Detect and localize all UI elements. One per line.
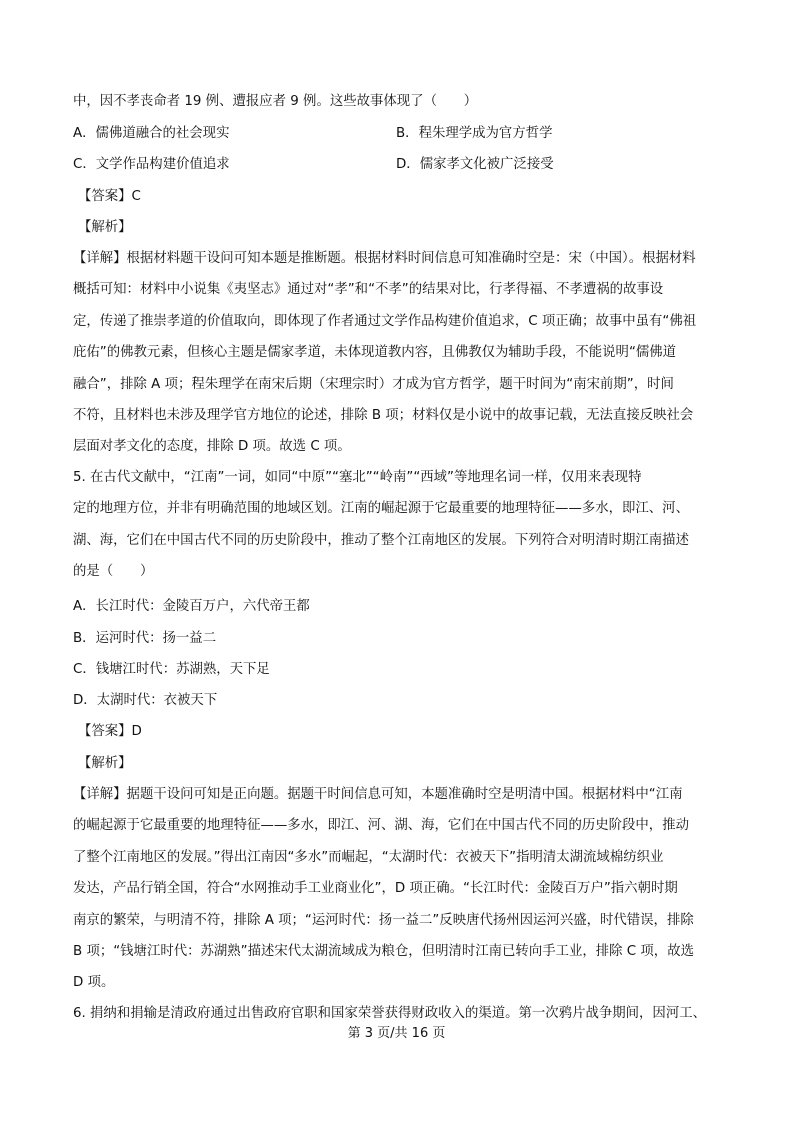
q4-option-a: A．儒佛道融合的社会现实 (73, 126, 230, 141)
q5-stem-line: 的是（ ） (73, 564, 154, 580)
q5-option-b: B．运河时代：扬一益二 (73, 631, 217, 646)
q5-explanation-line: 的崛起源于它最重要的地理特征——多水，即江、河、湖、海，它们在中国古代不同的历史阶段中，推动 (73, 818, 689, 834)
q5-stem-line: 湖、海，它们在中国古代不同的历史阶段中，推动了整个江南地区的发展。下列符合对明清时期江南描述 (73, 532, 689, 548)
q5-option-d: D．太湖时代：衣被天下 (73, 693, 218, 708)
q4-stem-end: 中，因不孝丧命者 19 例、遭报应者 9 例。这些故事体现了（ ） (73, 94, 478, 109)
q5-explanation (73, 779, 725, 999)
q4-analysis-label: 【解析】 (78, 220, 132, 235)
q4-answer: 【答案】C (78, 189, 141, 204)
q5-explanation-line: B 项；“钱塘江时代：苏湖熟”描述宋代太湖流域成为粮仓，但明清时江南已转向手工业，排除 C 项，故选 (73, 944, 694, 960)
q4-option-b: B．程朱理学成为官方哲学 (396, 126, 553, 141)
q4-explanation-line: 不符，且材料也未涉及理学官方地位的论述，排除 B 项；材料仅是小说中的故事记载，无法直接反映社会 (73, 408, 694, 424)
q4-option-c: C．文学作品构建价值追求 (73, 157, 230, 172)
q4-explanation (73, 243, 725, 463)
q4-option-d: D．儒家孝文化被广泛接受 (396, 157, 554, 172)
q6-stem-line: 6. 捐纳和捐输是清政府通过出售政府官职和国家荣誉获得财政收入的渠道。第一次鸦片战争期间，因河工、 (73, 1006, 706, 1021)
q5-stem (73, 462, 725, 588)
q5-analysis-label: 【解析】 (78, 756, 132, 771)
q5-explanation-line: 【详解】据题干设问可知是正向题。据题干时间信息可知，本题准确时空是明清中国。根据材料中“江南 (73, 787, 683, 802)
q5-stem-line: 定的地理方位，并非有明确范围的地域区划。江南的崛起源于它最重要的地理特征——多水，即江、河、 (73, 501, 689, 517)
q4-explanation-line: 定，传递了推崇孝道的价值取向，即体现了作者通过文学作品构建价值追求，C 项正确；故事中虽有“佛祖 (73, 313, 697, 329)
q4-explanation-line: 融合”，排除 A 项；程朱理学在南宋后期（宋理宗时）才成为官方哲学，题干时间为“南宋前期”，时间 (73, 376, 674, 392)
q5-explanation-line: 南京的繁荣，与明清不符，排除 A 项；“运河时代：扬一益二”反映唐代扬州因运河兴盛，时代错误，排除 (73, 912, 694, 928)
q5-option-a: A．长江时代：金陵百万户，六代帝王都 (73, 599, 310, 614)
q5-explanation-line: 发达，产品行销全国，符合“水网推动手工业商业化”，D 项正确。“长江时代：金陵百万户”指六朝时期 (73, 881, 678, 897)
q4-explanation-line: 【详解】根据材料题干设问可知本题是推断题。根据材料时间信息可知准确时空是：宋（中国）。根据材料 (73, 251, 696, 266)
q5-explanation-line: D 项。 (73, 975, 115, 991)
q4-explanation-line: 庇佑”的佛教元素，但核心主题是儒家孝道，未体现道教内容，且佛教仅为辅助手段，不能说明“儒佛道 (73, 345, 677, 361)
q4-explanation-line: 概括可知：材料中小说集《夷坚志》通过对“孝”和“不孝”的结果对比，行孝得福、不孝遭祸的故事设 (73, 282, 664, 298)
q5-explanation-line: 了整个江南地区的发展。”得出江南因“多水”而崛起，“太湖时代：衣被天下”指明清太湖流域棉纺织业 (73, 849, 664, 865)
q5-stem-line: 5. 在古代文献中，“江南”一词，如同“中原”“塞北”“岭南”“西域”等地理名词一样，仅用来表现特 (73, 470, 642, 485)
q5-option-c: C．钱塘江时代：苏湖熟，天下足 (73, 662, 270, 677)
q5-answer: 【答案】D (78, 724, 142, 739)
q4-explanation-line: 层面对孝文化的态度，排除 D 项。故选 C 项。 (73, 439, 351, 455)
page-number-footer: 第 3 页/共 16 页 (347, 1026, 446, 1041)
